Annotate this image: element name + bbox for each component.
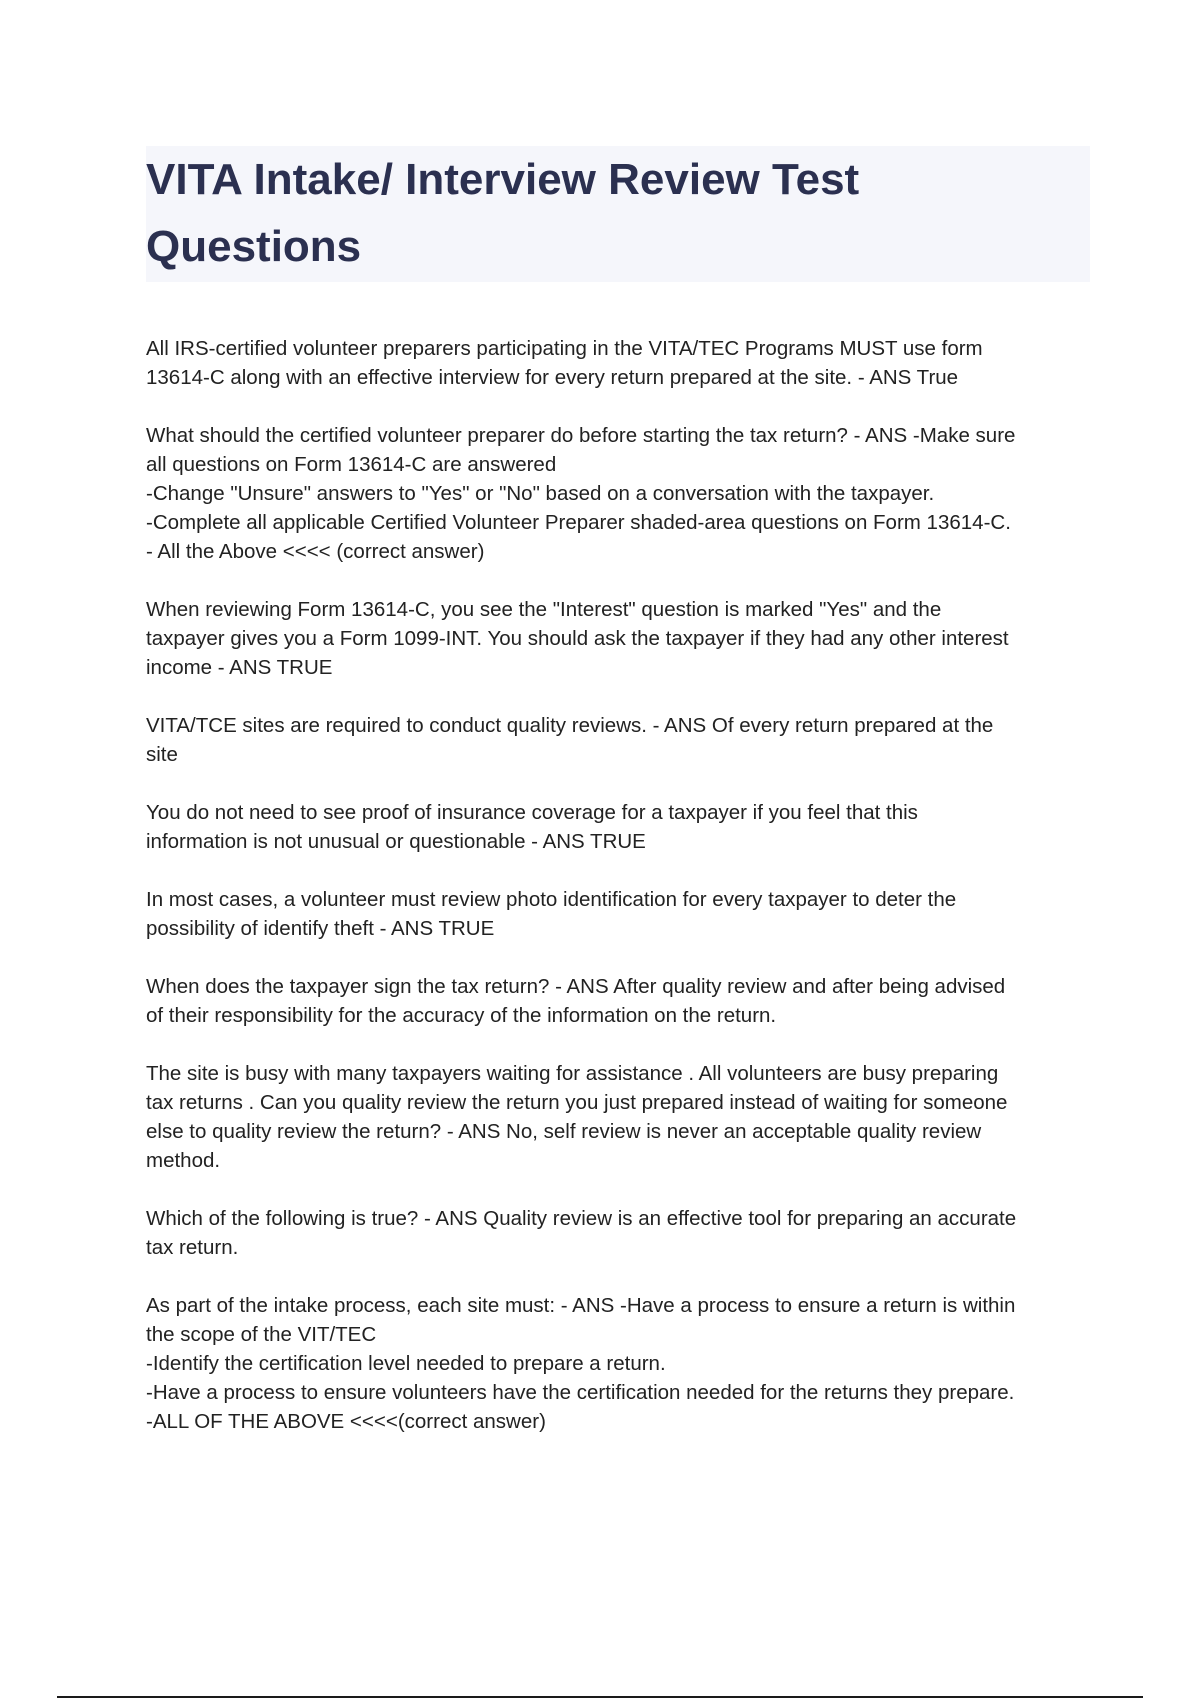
question-text-line: In most cases, a volunteer must review photo identification for every taxpayer to deter the	[146, 888, 957, 911]
question-text-line: Which of the following is true? - ANS Quality review is an effective tool for preparing an accurate	[146, 1207, 1017, 1230]
question-text-line: When reviewing Form 13614-C, you see the "Interest" question is marked "Yes" and the	[146, 598, 942, 621]
question-text-line: When does the taxpayer sign the tax return? - ANS After quality review and after being advised	[146, 975, 1006, 998]
question-text-line: all questions on Form 13614-C are answered	[146, 453, 557, 476]
question-text-line: All IRS-certified volunteer preparers participating in the VITA/TEC Programs MUST use form	[146, 337, 983, 360]
question-text-line: -Have a process to ensure volunteers have the certification needed for the returns they prepare.	[146, 1381, 1015, 1404]
question-text-line: tax returns . Can you quality review the return you just prepared instead of waiting for someone	[146, 1091, 1008, 1114]
question-text-line: taxpayer gives you a Form 1099-INT. You should ask the taxpayer if they had any other interest	[146, 627, 1009, 650]
question-item	[146, 334, 1090, 392]
question-item	[146, 798, 1090, 856]
question-text-line: You do not need to see proof of insurance coverage for a taxpayer if you feel that this	[146, 801, 918, 824]
question-text-line: method.	[146, 1149, 221, 1172]
question-text-line: - All the Above <<<< (correct answer)	[146, 540, 485, 563]
question-text-line: What should the certified volunteer preparer do before starting the tax return? - ANS -Make sure	[146, 424, 1016, 447]
question-text-line: -Complete all applicable Certified Volunteer Preparer shaded-area questions on Form 13614-C.	[146, 511, 1011, 534]
question-text-line: 13614-C along with an effective interview for every return prepared at the site. - ANS True	[146, 366, 959, 389]
question-text-line: As part of the intake process, each site must: - ANS -Have a process to ensure a return is within	[146, 1294, 1016, 1317]
question-text-line: -ALL OF THE ABOVE <<<<(correct answer)	[146, 1410, 546, 1433]
question-list	[146, 334, 1090, 1465]
question-text-line: site	[146, 743, 178, 766]
question-item	[146, 1204, 1090, 1262]
question-text-line: else to quality review the return? - ANS No, self review is never an acceptable quality review	[146, 1120, 982, 1143]
question-text-line: VITA/TCE sites are required to conduct quality reviews. - ANS Of every return prepared at the	[146, 714, 994, 737]
question-text-line: tax return.	[146, 1236, 239, 1259]
page-title-line-1: VITA Intake/ Interview Review Test	[146, 155, 860, 204]
question-item	[146, 595, 1090, 682]
question-text-line: The site is busy with many taxpayers waiting for assistance . All volunteers are busy preparing	[146, 1062, 999, 1085]
page-title	[146, 146, 1090, 280]
question-text-line: of their responsibility for the accuracy of the information on the return.	[146, 1004, 777, 1027]
question-text-line: -Change "Unsure" answers to "Yes" or "No" based on a conversation with the taxpayer.	[146, 482, 935, 505]
question-item	[146, 711, 1090, 769]
title-banner	[146, 146, 1090, 282]
question-text-line: -Identify the certification level needed to prepare a return.	[146, 1352, 666, 1375]
question-item	[146, 1059, 1090, 1175]
question-item	[146, 1291, 1090, 1436]
question-text-line: information is not unusual or questionable - ANS TRUE	[146, 830, 646, 853]
question-item	[146, 972, 1090, 1030]
question-text-line: the scope of the VIT/TEC	[146, 1323, 377, 1346]
page-title-line-2: Questions	[146, 222, 362, 271]
question-text-line: possibility of identify theft - ANS TRUE	[146, 917, 495, 940]
question-item	[146, 421, 1090, 566]
question-text-line: income - ANS TRUE	[146, 656, 333, 679]
bottom-divider	[57, 1696, 1143, 1698]
question-item	[146, 885, 1090, 943]
